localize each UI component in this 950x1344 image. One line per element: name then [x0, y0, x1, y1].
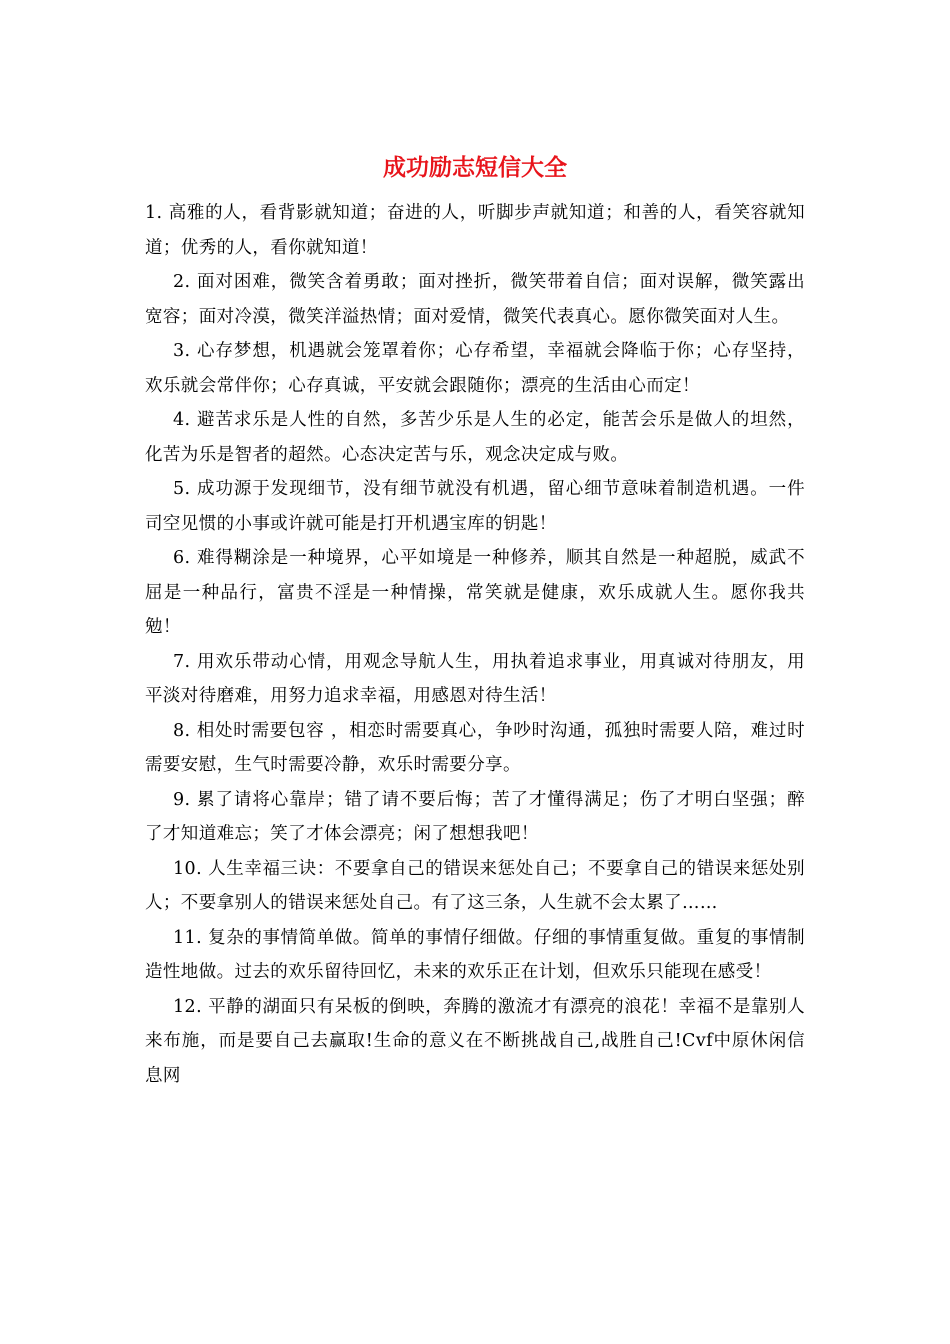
paragraph-2: 2. 面对困难，微笑含着勇敢；面对挫折，微笑带着自信；面对误解，微笑露出宽容；面对冷漠，微笑洋溢热情；面对爱情，微笑代表真心。愿你微笑面对人生。 — [145, 272, 805, 327]
paragraph-1: 1. 高雅的人，看背影就知道；奋进的人，听脚步声就知道；和善的人，看笑容就知道；优秀的人，看你就知道！ — [145, 203, 805, 258]
paragraph-11: 11. 复杂的事情简单做。简单的事情仔细做。仔细的事情重复做。重复的事情制造性地做。过去的欢乐留待回忆，未来的欢乐正在计划，但欢乐只能现在感受！ — [145, 927, 805, 982]
paragraph-8: 8. 相处时需要包容 ，相恋时需要真心，争吵时沟通，孤独时需要人陪，难过时需要安慰，生气时需要冷静，欢乐时需要分享。 — [145, 720, 805, 775]
paragraph-3: 3. 心存梦想，机遇就会笼罩着你；心存希望，幸福就会降临于你；心存坚持，欢乐就会常伴你；心存真诚，平安就会跟随你；漂亮的生活由心而定！ — [145, 341, 805, 396]
document-title: 成功励志短信大全 — [383, 155, 567, 181]
paragraph-7: 7. 用欢乐带动心情，用观念导航人生，用执着追求事业，用真诚对待朋友，用平淡对待磨难，用努力追求幸福，用感恩对待生活！ — [145, 651, 805, 706]
paragraph-5: 5. 成功源于发现细节，没有细节就没有机遇，留心细节意味着制造机遇。一件司空见惯的小事或许就可能是打开机遇宝库的钥匙！ — [145, 479, 805, 534]
paragraph-12: 12. 平静的湖面只有呆板的倒映，奔腾的激流才有漂亮的浪花！幸福不是靠别人来布施，而是要自己去赢取!生命的意义在不断挑战自己,战胜自己!Cvf中原休闲信息网 — [145, 996, 805, 1086]
paragraph-10: 10. 人生幸福三诀：不要拿自己的错误来惩处自己；不要拿自己的错误来惩处别人；不要拿别人的错误来惩处自己。有了这三条，人生就不会太累了…… — [145, 858, 805, 913]
paragraph-6: 6. 难得糊涂是一种境界，心平如境是一种修养，顺其自然是一种超脱，威武不屈是一种品行，富贵不淫是一种情操，常笑就是健康，欢乐成就人生。愿你我共勉！ — [145, 548, 805, 637]
paragraph-9: 9. 累了请将心靠岸；错了请不要后悔；苦了才懂得满足；伤了才明白坚强；醉了才知道难忘；笑了才体会漂亮；闲了想想我吧！ — [145, 789, 805, 844]
paragraph-4: 4. 避苦求乐是人性的自然，多苦少乐是人生的必定，能苦会乐是做人的坦然，化苦为乐是智者的超然。心态决定苦与乐，观念决定成与败。 — [145, 410, 805, 465]
document-body — [145, 196, 805, 1093]
